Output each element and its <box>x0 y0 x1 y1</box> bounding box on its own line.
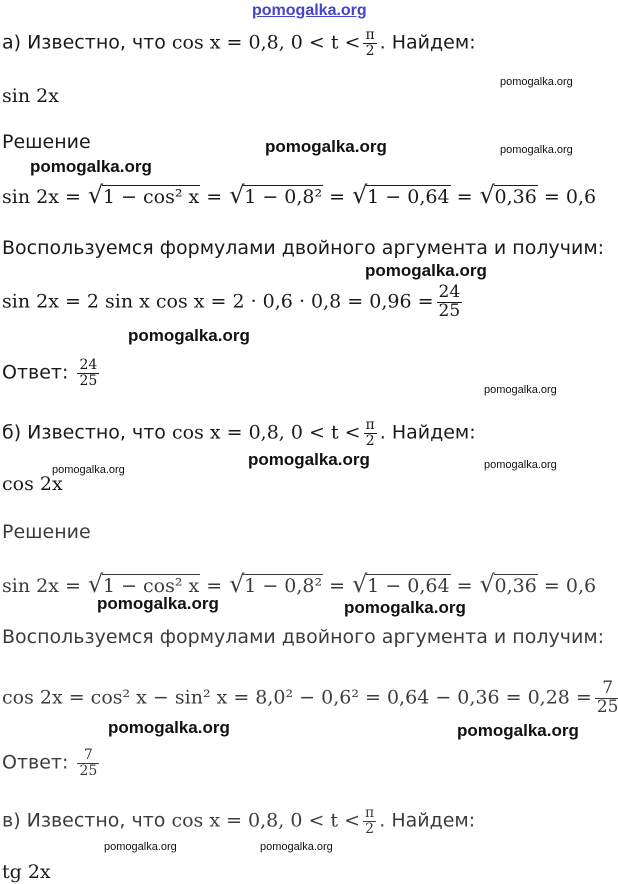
condition-math: cos x = 0,8, 0 < t < <box>171 809 361 832</box>
watermark: pomogalka.org <box>500 76 573 88</box>
part-b-target: cos 2x <box>2 473 63 495</box>
watermark: pomogalka.org <box>248 450 370 469</box>
part-b-equation-1: sin 2x = √ 1 − cos² x = √ 1 − 0,8² = √ 1 − 0,64 = √ 0,36 = 0,6 <box>2 570 597 598</box>
watermark: pomogalka.org <box>104 841 177 853</box>
watermark: pomogalka.org <box>108 718 230 737</box>
part-a-equation-2: sin 2x = 2 sin x cos x = 2 · 0,6 · 0,8 = 0,96 = $\frac{24}{25}$ <box>2 282 461 321</box>
pi-over-two: $\frac{\pi}{2}$ <box>365 805 375 837</box>
part-a-target: sin 2x <box>2 85 59 107</box>
watermark: pomogalka.org <box>344 598 466 617</box>
part-c-target: tg 2x <box>2 861 51 883</box>
watermark: pomogalka.org <box>97 594 219 613</box>
part-a-equation-1: sin 2x = √ 1 − cos² x = √ 1 − 0,8² = √ 1 − 0,64 = √ 0,36 = 0,6 <box>2 181 597 209</box>
condition-math: cos x = 0,8, 0 < t < <box>171 31 361 54</box>
pi-over-two: $\frac{\pi}{2}$ <box>365 417 375 449</box>
condition-math: cos x = 0,8, 0 < t < <box>171 421 361 444</box>
watermark-top[interactable]: pomogalka.org <box>252 2 367 19</box>
part-b-answer: Ответ: $\frac{7}{25}$ <box>2 747 98 779</box>
part-a-formula-note: Воспользуемся формулами двойного аргумента и получим: <box>2 237 605 259</box>
watermark: pomogalka.org <box>30 157 152 176</box>
part-b-formula-note: Воспользуемся формулами двойного аргумента и получим: <box>2 626 605 648</box>
part-c-condition: в) Известно, что cos x = 0,8, 0 < t < $\frac{\pi}{2}$ . Найдем: <box>2 805 476 837</box>
watermark: pomogalka.org <box>457 721 579 740</box>
answer-fraction: $\frac{24}{25}$ <box>79 357 98 389</box>
part-b-solution-label: Решение <box>2 521 91 543</box>
result-fraction: $\frac{7}{25}$ <box>595 680 618 717</box>
watermark: pomogalka.org <box>484 384 557 396</box>
watermark: pomogalka.org <box>365 261 487 280</box>
watermark: pomogalka.org <box>265 137 387 156</box>
watermark: pomogalka.org <box>500 144 573 156</box>
result-fraction: $\frac{24}{25}$ <box>438 282 461 321</box>
part-b-condition: б) Известно, что cos x = 0,8, 0 < t < $\frac{\pi}{2}$ . Найдем: <box>2 417 476 449</box>
watermark: pomogalka.org <box>52 464 125 476</box>
part-b-equation-2: cos 2x = cos² x − sin² x = 8,0² − 0,6² = 0,64 − 0,36 = 0,28 = $\frac{7}{25}$ <box>2 680 618 717</box>
pi-over-two: $\frac{\pi}{2}$ <box>365 27 375 59</box>
watermark: pomogalka.org <box>260 841 333 853</box>
part-a-condition: а) Известно, что cos x = 0,8, 0 < t < $\frac{\pi}{2}$ . Найдем: <box>2 27 476 59</box>
answer-fraction: $\frac{7}{25}$ <box>79 747 98 779</box>
watermark: pomogalka.org <box>484 459 557 471</box>
watermark: pomogalka.org <box>128 326 250 345</box>
part-a-answer: Ответ: $\frac{24}{25}$ <box>2 357 98 389</box>
part-a-solution-label: Решение <box>2 131 91 153</box>
